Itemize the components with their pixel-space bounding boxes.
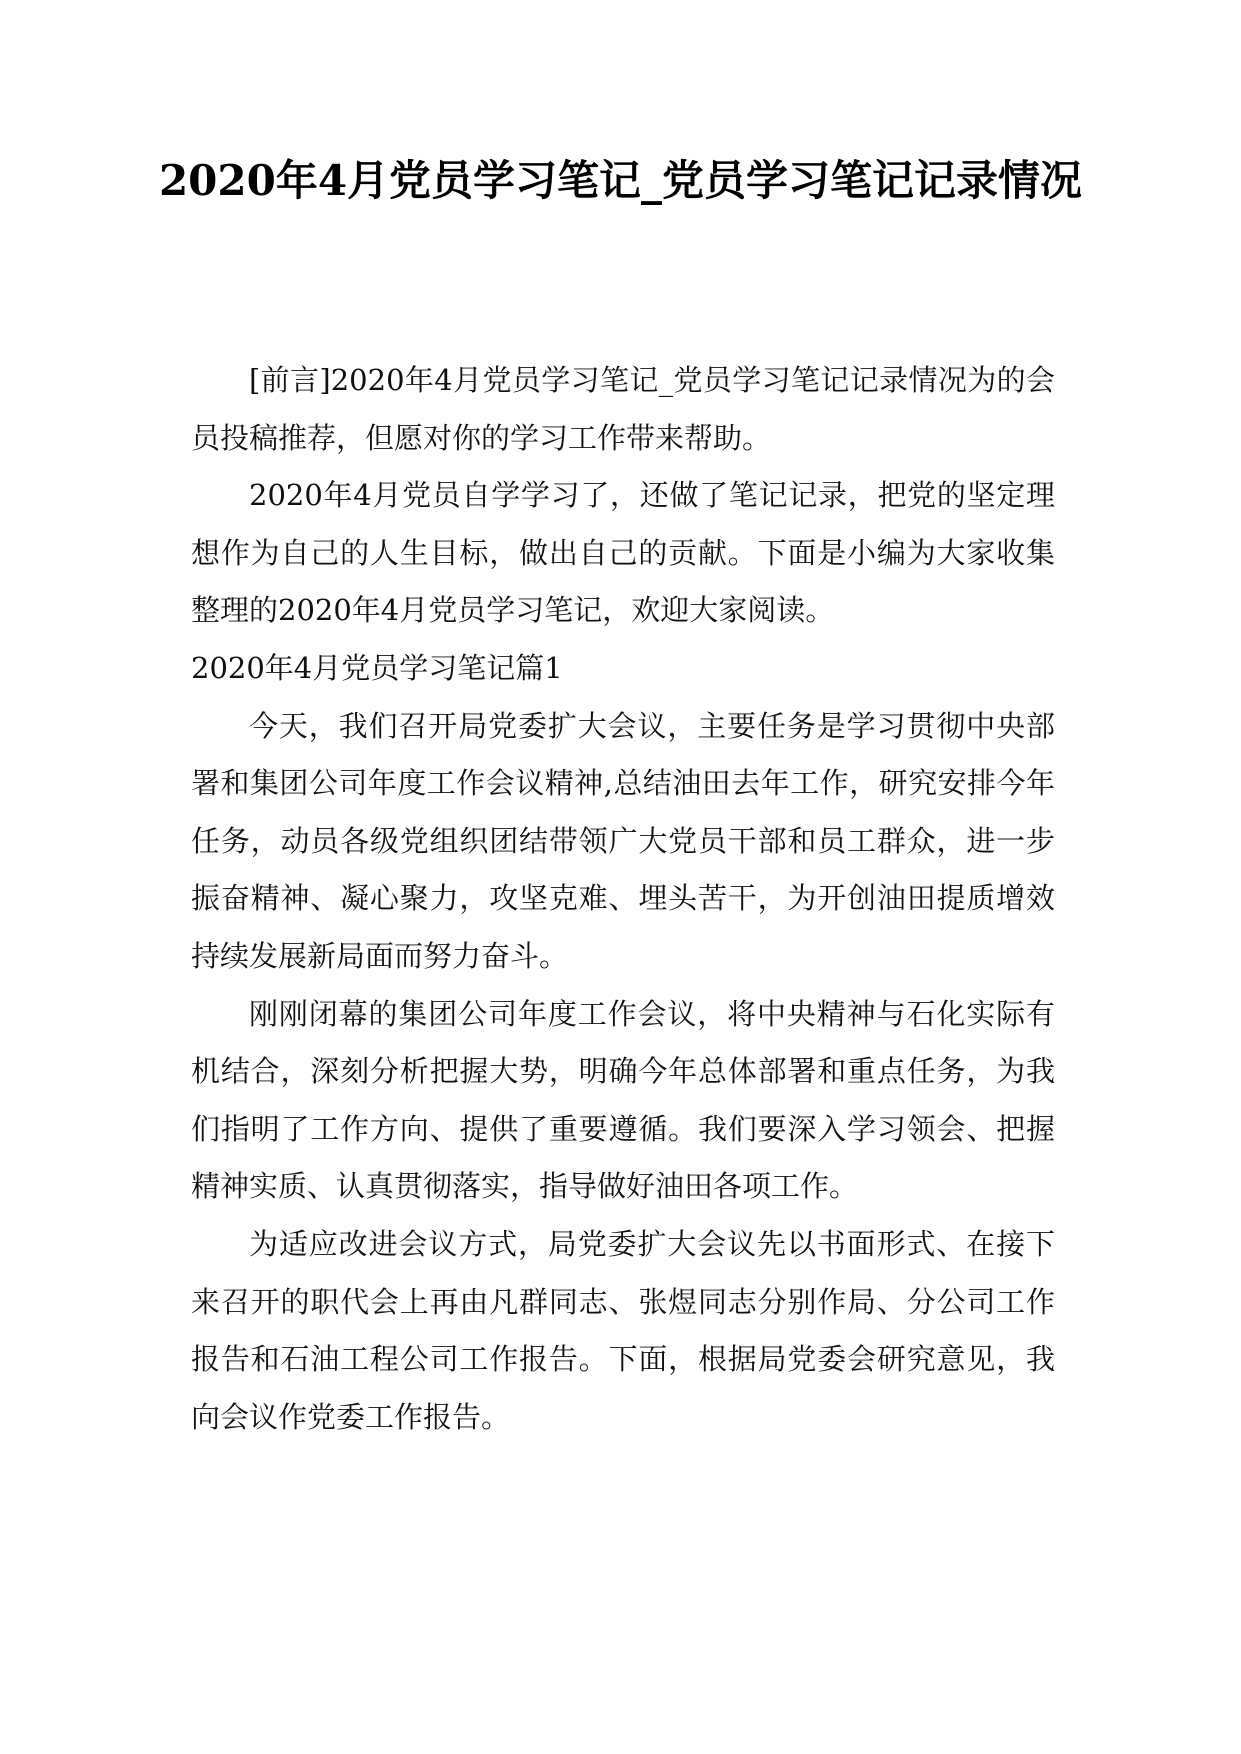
body-paragraph-2: 刚刚闭幕的集团公司年度工作会议，将中央精神与石化实际有机结合，深刻分析把握大势，明确今年总体部署和重点任务，为我们指明了工作方向、提供了重要遵循。我们要深入学习领会、把握精神实质、认真贯彻落实，指导做好油田各项工作。: [191, 996, 1055, 1204]
preface-paragraph: [前言]2020年4月党员学习笔记_党员学习笔记记录情况为的会员投稿推荐，但愿对你的学习工作带来帮助。: [191, 363, 1055, 455]
section-heading: 2020年4月党员学习笔记篇1: [191, 650, 563, 685]
document-title: 2020年4月党员学习笔记_党员学习笔记记录情况: [158, 156, 1083, 205]
intro-paragraph: 2020年4月党员自学学习了，还做了笔记记录，把党的坚定理想作为自己的人生目标，做出自己的贡献。下面是小编为大家收集整理的2020年4月党员学习笔记，欢迎大家阅读。: [191, 478, 1055, 628]
body-paragraph-1: 今天，我们召开局党委扩大会议，主要任务是学习贯彻中央部署和集团公司年度工作会议精神,总结油田去年工作，研究安排今年任务，动员各级党组织团结带领广大党员干部和员工群众，进一步振奋精神、凝心聚力，攻坚克难、埋头苦干，为开创油田提质增效持续发展新局面而努力奋斗。: [191, 708, 1055, 973]
body-paragraph-3: 为适应改进会议方式，局党委扩大会议先以书面形式、在接下来召开的职代会上再由凡群同志、张煜同志分别作局、分公司工作报告和石油工程公司工作报告。下面，根据局党委会研究意见，我向会议作党委工作报告。: [191, 1226, 1055, 1434]
document-body: [191, 352, 1055, 1446]
